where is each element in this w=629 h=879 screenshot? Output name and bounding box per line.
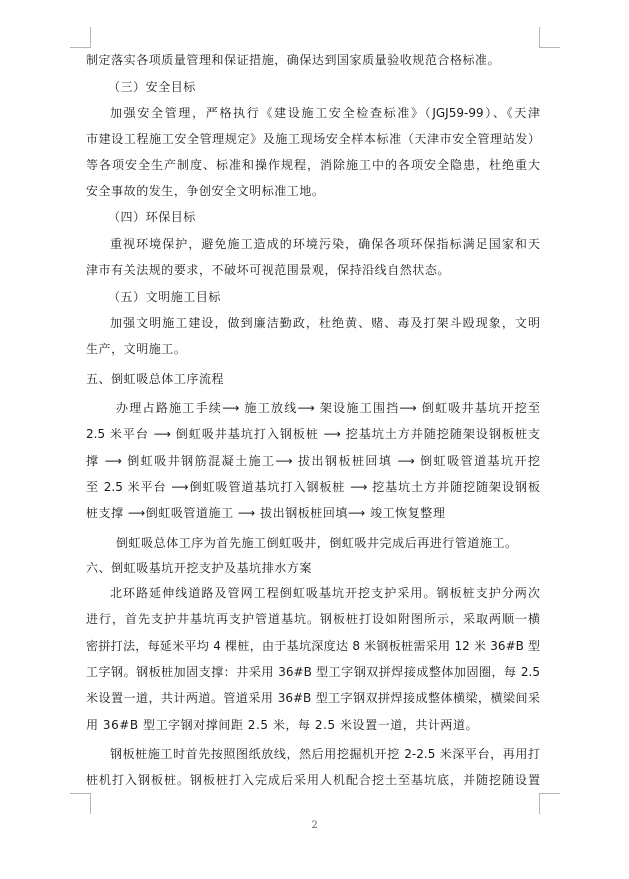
chapter-heading: 六、倒虹吸基坑开挖支护及基坑排水方案 (86, 561, 312, 575)
body-line: 钢板桩施工时首先按照图纸放线，然后用挖掘机开挖 2-2.5 米深平台，再用打 (110, 747, 540, 761)
body-line: 津市有关法规的要求，不破坏可视范围景观，保持沿线自然状态。 (86, 263, 450, 277)
body-line: 安全事故的发生，争创安全文明标准工地。 (86, 184, 325, 198)
crop-mark-bottom-right (539, 793, 560, 814)
body-line: 等各项安全生产制度、标准和操作规程，消除施工中的各项安全隐患，杜绝重大 (86, 158, 540, 172)
page-number: 2 (311, 820, 318, 831)
body-line: 用 36#B 型工字钢对撑间距 2.5 米，每 2.5 米设置一道，共计两道。 (86, 718, 479, 732)
section-heading: （四）环保目标 (108, 210, 196, 224)
chapter-heading: 五、倒虹吸总体工序流程 (86, 372, 225, 386)
body-line: 至 2.5 米平台 ⟶倒虹吸管道基坑打入钢板桩 ⟶ 挖基坑土方并随挖随架设钢板 (86, 480, 540, 494)
crop-mark-top-right (539, 27, 560, 48)
body-line: 米设置一道，共计两道。管道采用 36#B 型工字钢双拼焊接成整体横梁，横梁间采 (86, 691, 540, 705)
crop-mark-top-left (70, 27, 91, 48)
section-heading: （三）安全目标 (108, 80, 196, 94)
body-line: 桩机打入钢板桩。钢板桩打入完成后采用人机配合挖土至基坑底，并随挖随设置 (86, 773, 540, 787)
body-line: 密拼打法，每延米平均 4 棵桩，由于基坑深度达 8 米钢板桩需采用 12 米 36#B 型 (86, 639, 540, 653)
body-line: 重视环境保护，避免施工造成的环境污染，确保各项环保指标满足国家和天 (110, 237, 540, 251)
body-line: 工字钢。钢板桩加固支撑：井采用 36#B 型工字钢双拼焊接成整体加固圈，每 2.5 (86, 665, 540, 679)
body-line: 制定落实各项质量管理和保证措施，确保达到国家质量验收规范合格标准。 (86, 53, 501, 67)
crop-mark-bottom-left (70, 793, 91, 814)
body-line: 倒虹吸总体工序为首先施工倒虹吸井，倒虹吸井完成后再进行管道施工。 (116, 536, 518, 550)
body-line: 北环路延伸线道路及管网工程倒虹吸基坑开挖支护采用。钢板桩支护分两次 (110, 586, 540, 600)
body-line: 办理占路施工手续⟶ 施工放线⟶ 架设施工围挡⟶ 倒虹吸井基坑开挖至 (116, 401, 540, 415)
body-line: 进行，首先支护井基坑再支护管道基坑。钢板桩打设如附图所示，采取两顺一横 (86, 612, 540, 626)
section-heading: （五）文明施工目标 (108, 290, 221, 304)
body-line: 桩支撑 ⟶倒虹吸管道施工 ⟶ 拔出钢板桩回填⟶ 竣工恢复整理 (86, 506, 446, 520)
body-line: 撑 ⟶ 倒虹吸井钢筋混凝土施工⟶ 拔出钢板桩回填 ⟶ 倒虹吸管道基坑开挖 (86, 454, 540, 468)
body-line: 2.5 米平台 ⟶ 倒虹吸井基坑打入钢板桩 ⟶ 挖基坑土方并随挖随架设钢板桩支 (86, 427, 540, 441)
body-line: 加强文明施工建设，做到廉洁勤政，杜绝黄、赌、毒及打架斗殴现象，文明 (110, 316, 540, 330)
body-line: 加强安全管理，严格执行《建设施工安全检查标准》（JGJ59-99）、《天津 (110, 106, 540, 120)
body-line: 市建设工程施工安全管理规定》及施工现场安全样本标准（天津市安全管理站发） (86, 132, 540, 146)
body-line: 生产，文明施工。 (86, 342, 187, 356)
